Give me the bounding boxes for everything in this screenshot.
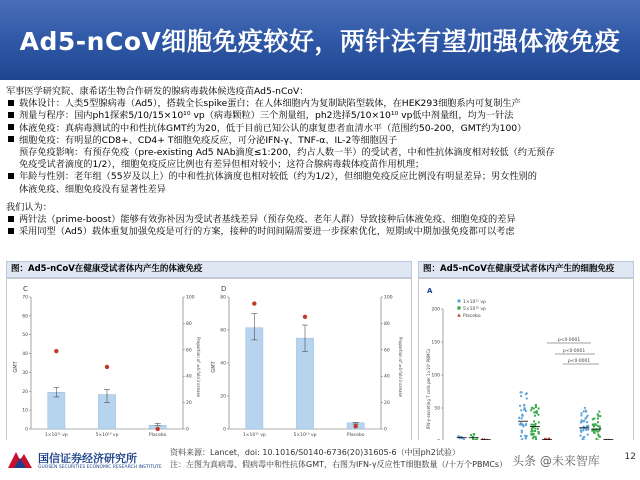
bar (296, 338, 313, 429)
page-title: Ad5-nCoV细胞免疫较好，两针法有望加强体液免疫 (19, 27, 621, 56)
data-point (580, 414, 582, 416)
y-tick-label: 40 (22, 352, 28, 358)
y-tick-label: 0 (25, 427, 28, 433)
data-point (582, 429, 584, 431)
data-point (458, 435, 460, 437)
proportion-marker (252, 301, 256, 305)
legend-label: Placebo (463, 314, 481, 319)
data-point (587, 425, 589, 427)
data-point (535, 411, 537, 413)
p-value-label: p<0·0001 (557, 338, 581, 343)
watermark: 头条 @未来智库 (512, 454, 600, 468)
preexisting-line: 免疫受试者滴度的1/2），细胞免疫反应比例也有差异但相对较小；这符合腺病毒载体疫苗作用机理； (19, 159, 425, 171)
data-point (525, 410, 527, 412)
bullet-square-icon (6, 171, 15, 180)
data-point (533, 407, 535, 409)
data-point (587, 434, 589, 436)
data-point (597, 434, 599, 436)
y2-tick-label: 60 (186, 348, 192, 354)
data-point (520, 409, 522, 411)
panel-d (220, 295, 392, 439)
data-point (538, 408, 540, 410)
data-point (535, 406, 537, 408)
proportion-marker (105, 365, 109, 369)
figure-heading: 图：Ad5-nCoV在健康受试者体内产生的体液免疫 (6, 261, 412, 278)
bullet-item: 载体设计：人类5型腺病毒（Ad5），搭载全长spike蛋白；在人体细胞内为复制缺陷型载体，在HEK293细胞系内可复制生产 (6, 98, 634, 110)
data-point (585, 411, 587, 413)
org-name: 国信证券经济研究所 (38, 452, 137, 465)
y-tick-label: 80 (220, 295, 226, 301)
data-point (595, 424, 597, 426)
data-point (533, 420, 535, 422)
humoral-charts-svg (7, 279, 411, 450)
y-tick-label: 60 (220, 328, 226, 334)
data-point (532, 424, 534, 426)
bullet-square-icon (6, 214, 15, 223)
p-value-label: p<0·0001 (562, 349, 586, 354)
data-point (585, 416, 587, 418)
y-axis-label: GMT (211, 361, 217, 373)
y2-tick-label: 80 (186, 321, 192, 327)
y-tick-label: 50 (22, 333, 28, 339)
data-point (522, 415, 524, 417)
data-point (537, 428, 539, 430)
data-point (530, 409, 532, 411)
data-point (525, 393, 527, 395)
y-tick-label: 30 (22, 370, 28, 376)
bullet-item: 细胞免疫：有明显的CD8+、CD4+ T细胞免疫反应，可分泌IFN-γ、TNF-α、IL-2等细胞因子 (6, 135, 634, 147)
data-point (598, 430, 600, 432)
data-point (532, 437, 534, 439)
age-line: 体液免疫、细胞免疫没有显著性差异 (19, 183, 166, 195)
y-tick-label: 100 (431, 373, 440, 379)
y2-tick-label: 40 (384, 374, 390, 380)
bullet-square-icon (6, 135, 15, 144)
data-point (520, 395, 522, 397)
data-point (535, 404, 537, 406)
data-point (526, 397, 528, 399)
data-point (521, 417, 523, 419)
bullet-square-icon (6, 110, 15, 119)
bullet-item: 体液免疫：真病毒测试的中和性抗体GMT约为20，低于目前已知公认的康复患者血清水平（范围约50-200，GMT约为100） (6, 123, 634, 135)
data-point (587, 428, 589, 430)
y2-tick-label: 20 (186, 401, 192, 407)
page-number: 12 (624, 452, 636, 462)
data-point (597, 421, 599, 423)
y2-axis-label: Proportion of ≥4-fold increase (398, 336, 403, 398)
panel-c (22, 295, 194, 439)
panel-letter: D (221, 285, 227, 293)
y2-tick-label: 60 (384, 348, 390, 354)
x-tick-label: 1×10¹¹ vp (44, 433, 68, 438)
data-point (473, 434, 475, 436)
x-tick-label: 5×10¹⁰ vp (293, 433, 317, 438)
y2-tick-label: 0 (384, 427, 387, 433)
data-point (597, 417, 599, 419)
data-point (593, 429, 595, 431)
y2-tick-label: 100 (384, 295, 393, 301)
y2-axis-label: Proportion of ≥4-fold increase (196, 336, 201, 398)
legend-label: 5×10¹⁰ vp (463, 307, 486, 312)
y-axis-label: IFN-γ-secreting T cells per 1×10⁵ PBMCs (426, 348, 431, 430)
data-point (595, 430, 597, 432)
data-point (581, 419, 583, 421)
proportion-marker (155, 427, 159, 431)
data-point (533, 433, 535, 435)
y-tick-label: 10 (22, 408, 28, 414)
data-point (521, 431, 523, 433)
data-point (584, 407, 586, 409)
panel-a (431, 307, 627, 445)
data-point (580, 429, 582, 431)
bullet-square-icon (6, 226, 15, 235)
data-point (531, 407, 533, 409)
data-point (582, 437, 584, 439)
data-point (535, 436, 537, 438)
data-point (520, 435, 522, 437)
cellular-chart-svg (419, 279, 633, 450)
data-point (538, 421, 540, 423)
bullet-square-icon (6, 98, 15, 107)
y-tick-label: 20 (22, 389, 28, 395)
bar (48, 392, 65, 429)
p-value-label: p<0·0001 (567, 359, 591, 364)
data-point (592, 418, 594, 420)
data-point (526, 435, 528, 437)
bullet-square-icon (6, 123, 15, 132)
data-point (470, 434, 472, 436)
data-point (523, 407, 525, 409)
data-point (591, 430, 593, 432)
figure-heading: 图：Ad5-nCoV在健康受试者体内产生的细胞免疫 (418, 261, 634, 278)
y-tick-label: 150 (431, 340, 440, 346)
preexisting-line: 预存免疫影响：有预存免疫（pre-existing Ad5 NAb滴度≤1:200，约占人数一半）的受试者，中和性抗体滴度相对较低（约无预存 (19, 147, 555, 159)
data-point (579, 435, 581, 437)
data-point (597, 413, 599, 415)
y-tick-label: 20 (220, 394, 226, 400)
guosen-logo-icon (6, 448, 34, 470)
y2-tick-label: 100 (186, 295, 195, 301)
data-point (521, 423, 523, 425)
chart-legend (457, 299, 486, 319)
humoral-immunity-figure (6, 261, 412, 451)
cellular-immunity-figure (418, 261, 634, 451)
data-point (583, 410, 585, 412)
data-point (530, 431, 532, 433)
source-note: 资料来源：Lancet，doi: 10.1016/S0140-6736(20)31605-6（中国ph2试验） (170, 448, 460, 457)
panel-letter: C (23, 285, 28, 293)
figure-note: 注：左图为真病毒、假病毒中和性抗体GMT，右图为IFN-γ反应性T细胞数量（/十万个PBMCs） (170, 460, 508, 469)
y2-tick-label: 80 (384, 321, 390, 327)
proportion-marker (54, 349, 58, 353)
y-tick-label: 60 (22, 314, 28, 320)
proportion-marker (353, 424, 357, 428)
data-point (594, 432, 596, 434)
panel-letter: A (427, 287, 433, 295)
x-tick-label: Placebo (346, 433, 365, 438)
data-point (534, 430, 536, 432)
data-point (519, 405, 521, 407)
data-point (534, 424, 536, 426)
legend-marker (457, 299, 460, 302)
bullet-item: 采用同型（Ad5）载体重复加强免疫是可行的方案，接种的时间间隔需要进一步探索优化，短期或中期加强免疫都可以考虑 (6, 226, 634, 238)
bullet-item: 剂量与程序：国内ph1探索5/10/15×10¹⁰ vp（病毒颗粒）三个剂量组，ph2选择5/10×10¹⁰ vp低中剂量组，均为一针法 (6, 110, 634, 122)
data-point (519, 423, 521, 425)
x-tick-label: 1×10¹¹ vp (242, 433, 266, 438)
y-tick-label: 200 (431, 307, 440, 313)
y2-tick-label: 20 (384, 401, 390, 407)
proportion-marker (303, 315, 307, 319)
data-point (534, 428, 536, 430)
data-point (530, 424, 532, 426)
data-point (599, 415, 601, 417)
bar (246, 328, 263, 429)
data-point (597, 425, 599, 427)
x-tick-label: Placebo (148, 433, 167, 438)
y2-tick-label: 0 (186, 427, 189, 433)
data-point (534, 415, 536, 417)
view-heading: 我们认为： (6, 201, 52, 213)
data-point (525, 423, 527, 425)
legend-marker (457, 313, 461, 316)
body-text (6, 86, 634, 238)
org-subtitle: GUOSEN SECURITIES ECONOMIC RESEARCH INSTITUTE (38, 465, 162, 470)
data-point (598, 435, 600, 437)
bullet-item: 两针法（prime-boost）能够有效弥补因为受试者基线差异（预存免疫、老年人群）导致接种后体液免疫、细胞免疫的差异 (6, 214, 634, 226)
y-tick-label: 70 (22, 295, 28, 301)
y-axis-label: GMT (13, 361, 19, 373)
intro-line: 军事医学研究院、康希诺生物合作研发的腺病毒载体候选疫苗Ad5-nCoV： (6, 86, 309, 97)
y2-tick-label: 40 (186, 374, 192, 380)
data-point (537, 414, 539, 416)
y-tick-label: 40 (220, 361, 226, 367)
y-tick-label: 50 (434, 406, 440, 412)
data-point (580, 412, 582, 414)
y-tick-label: 0 (223, 427, 226, 433)
data-point (598, 411, 600, 413)
title-banner (0, 0, 640, 80)
data-point (520, 391, 522, 393)
legend-marker (457, 306, 460, 309)
data-point (592, 424, 594, 426)
data-point (586, 421, 588, 423)
data-point (523, 404, 525, 406)
data-point (538, 433, 540, 435)
legend-label: 1×10¹¹ vp (463, 300, 486, 305)
bullet-item: 年龄与性别：老年组（55岁及以上）的中和性抗体滴度也相对较低（约为1/2），但细胞免疫反应比例没有明显差异；男女性别的 (6, 171, 634, 183)
data-point (518, 417, 520, 419)
x-tick-label: 5×10¹⁰ vp (95, 433, 119, 438)
